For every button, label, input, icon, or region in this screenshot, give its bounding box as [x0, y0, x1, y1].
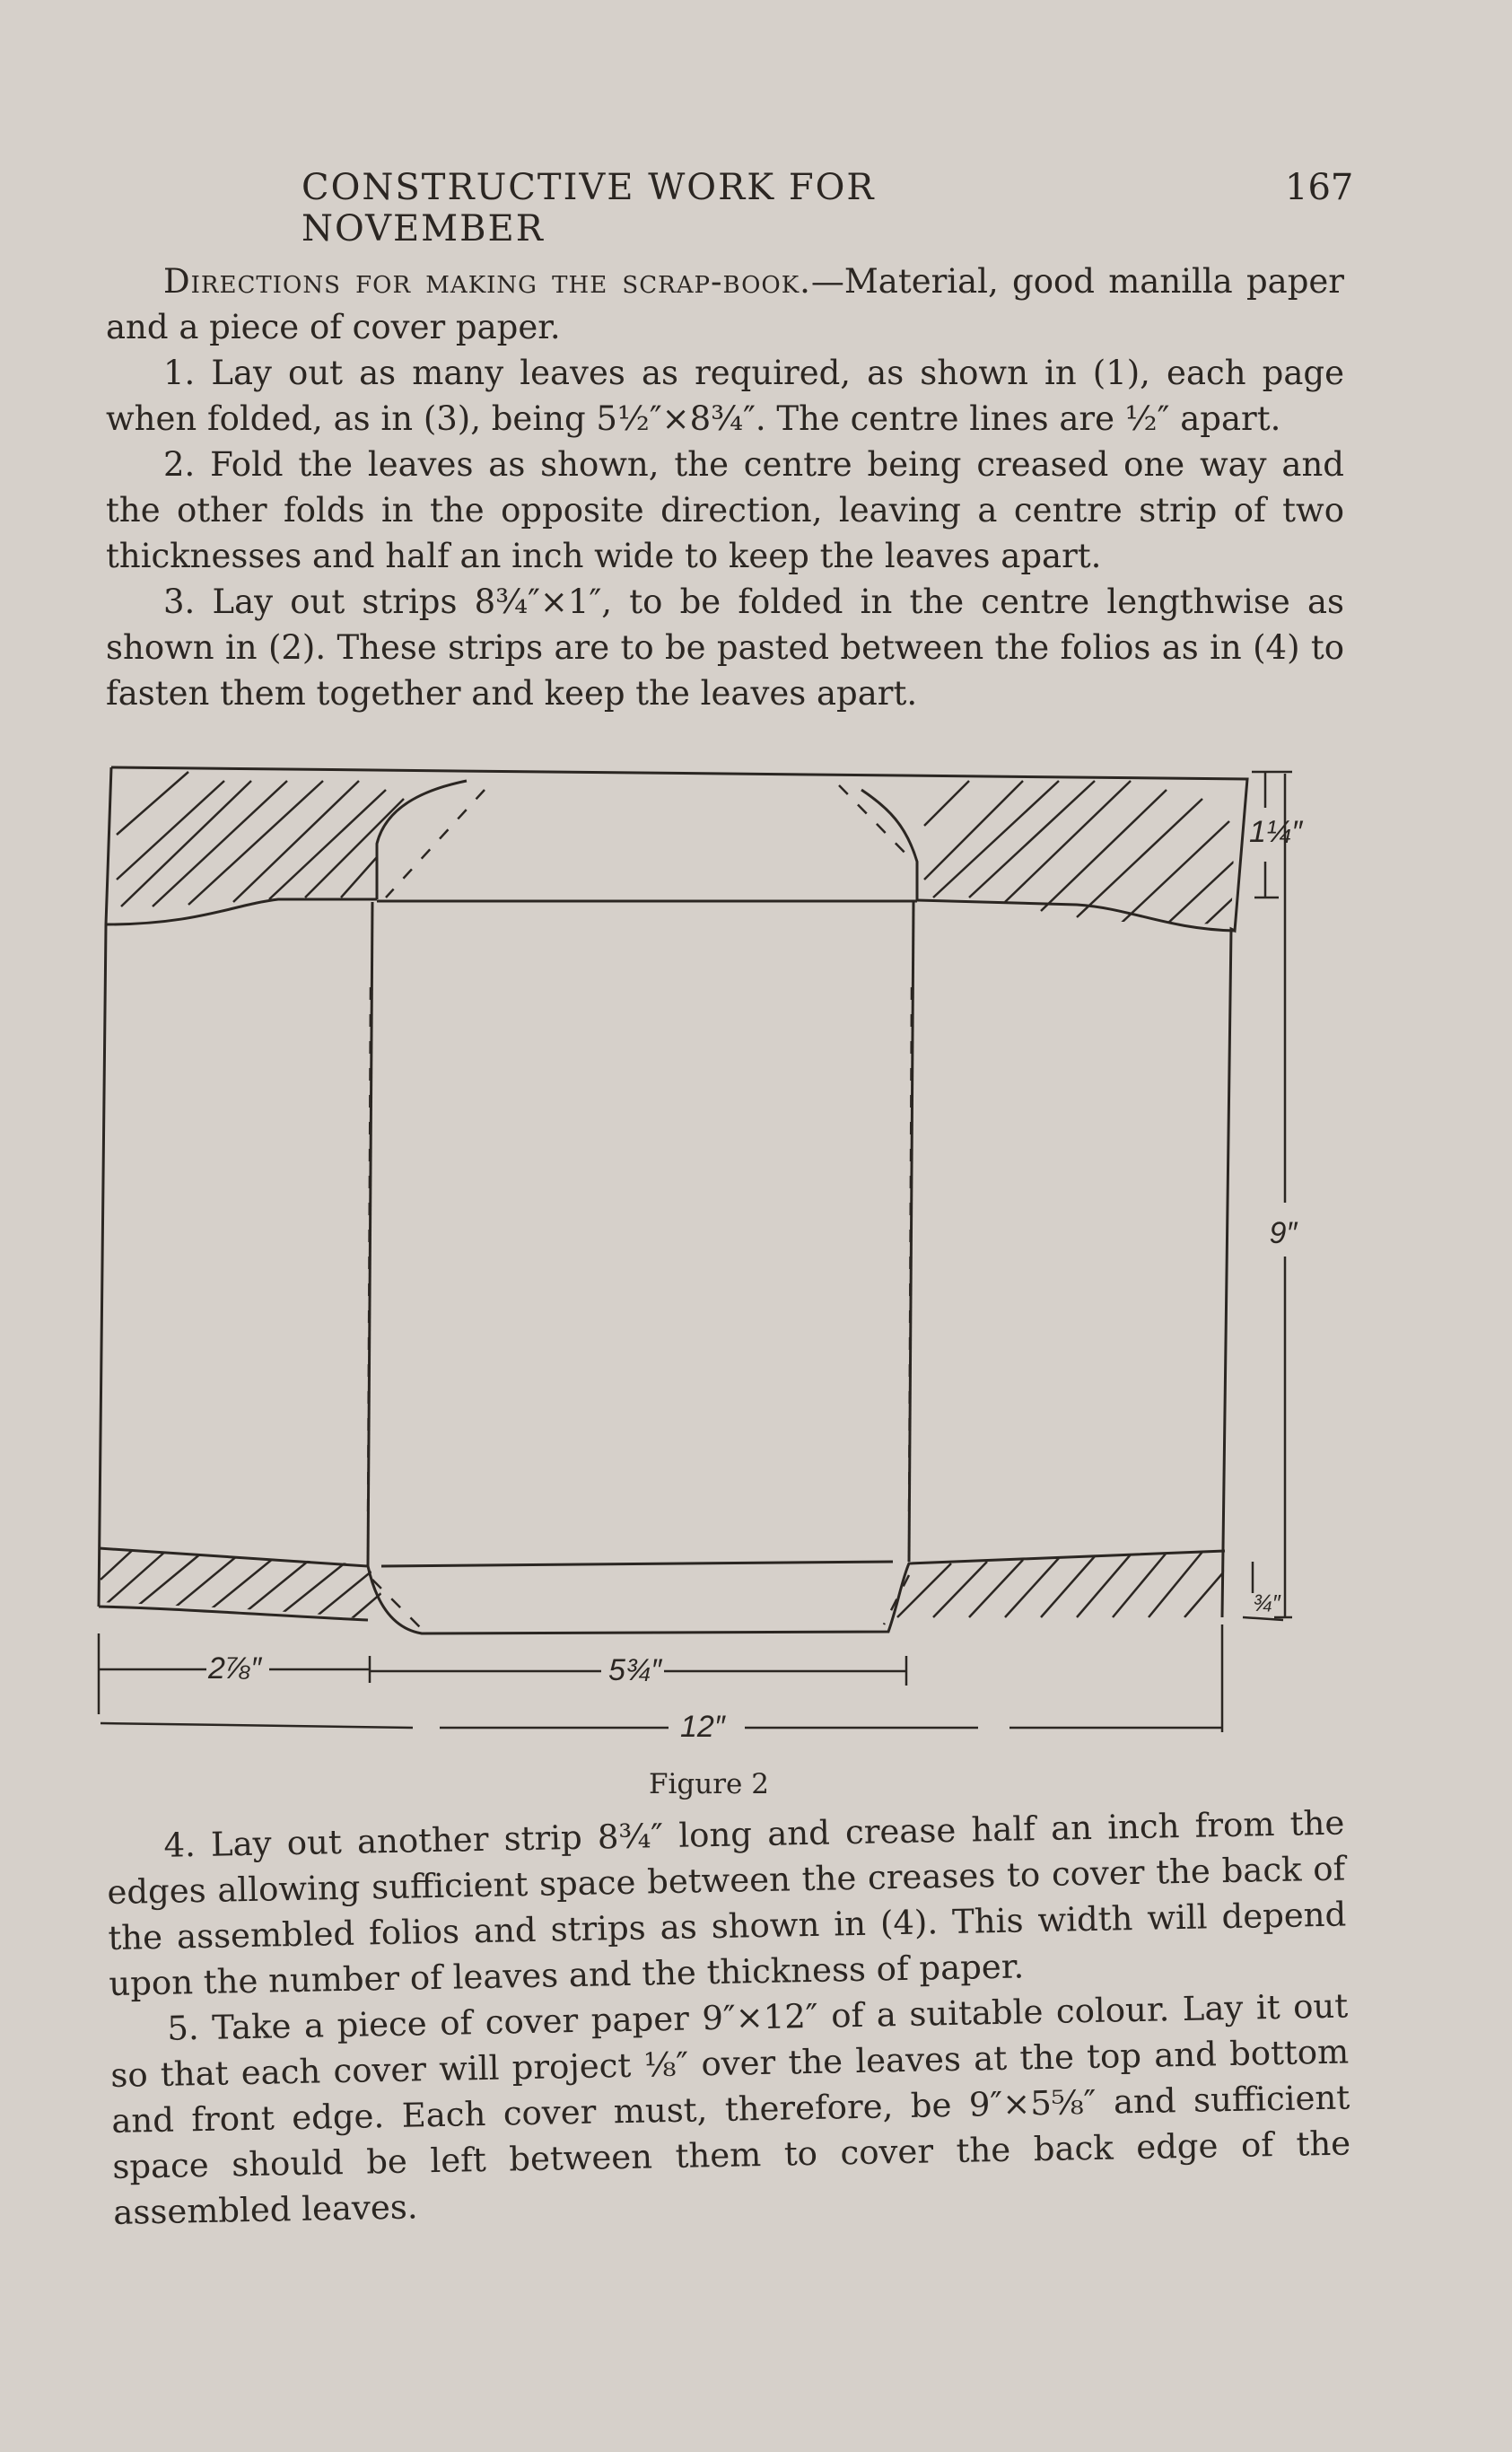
dim-left-width: 2⅞″	[208, 1651, 262, 1686]
page-number: 167	[1285, 167, 1354, 208]
dim-top-flap: 1¼″	[1249, 815, 1303, 849]
step-1: 1. Lay out as many leaves as required, as shown in (1), each page when folded, as in (3), being 5½″×8¾″. The centre lines are ½″ apart.	[106, 354, 1344, 438]
dimension-lines	[99, 772, 1292, 1732]
step-5: 5. Take a piece of cover paper 9″×12″ of a suitable colour. Lay it out so that each cover will project ⅛″ over the leaves at the top and bottom and front edge. Each cover must, therefore, be 9″×5⅝″ and sufficient space should be left between them to cover the back edge of the assembled leaves.	[109, 1986, 1351, 2232]
dim-height: 9″	[1269, 1216, 1298, 1250]
directions-continued	[106, 1800, 1352, 2236]
dim-bottom-flap: ¾″	[1253, 1589, 1280, 1616]
dim-total-width: 12″	[680, 1710, 725, 1744]
step-3: 3. Lay out strips 8¾″×1″, to be folded in the centre lengthwise as shown in (2). These strips are to be pasted between the folios as in (4) to fasten them together and keep the leaves apart.	[106, 582, 1344, 713]
step-2: 2. Fold the leaves as shown, the centre being creased one way and the other folds in the opposite direction, leaving a centre strip of two thicknesses and half an inch wide to keep the leaves apart.	[106, 445, 1344, 575]
intro-materials: —Material, good manilla paper and a piece of cover paper.	[106, 262, 1344, 346]
step-4: 4. Lay out another strip 8¾″ long and crease half an inch from the edges allowing sufficient space between the creases to cover the back of the assembled folios and strips as shown in (4). This width will depend upon the number of leaves and the thickness of paper.	[107, 1803, 1347, 2003]
figure-caption: Figure 2	[649, 1768, 769, 1800]
section-heading: Directions for making the scrap-book.	[163, 262, 811, 301]
running-title: CONSTRUCTIVE WORK FOR NOVEMBER	[302, 167, 876, 250]
dim-centre-width: 5¾″	[608, 1653, 662, 1687]
